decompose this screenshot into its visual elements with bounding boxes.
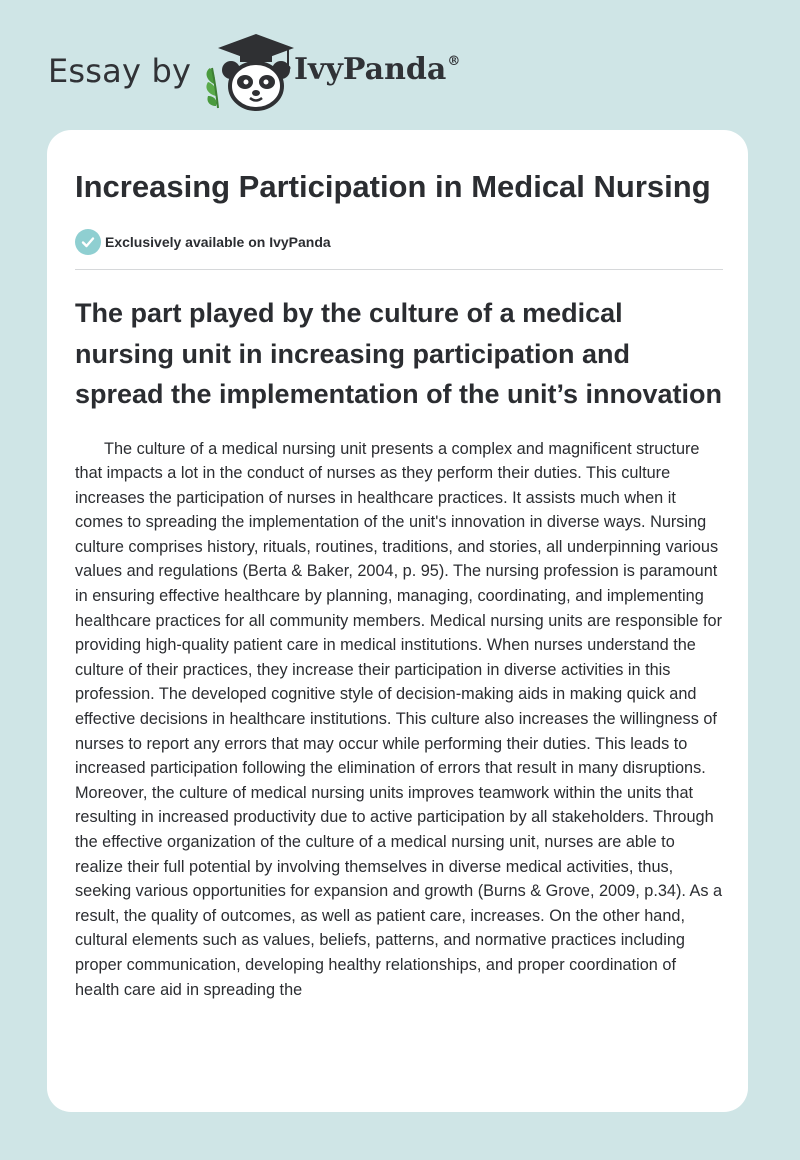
registered-mark: ® bbox=[447, 54, 461, 69]
exclusive-label: Exclusively available on IvyPanda bbox=[105, 234, 331, 250]
divider bbox=[75, 269, 723, 270]
essay-content bbox=[75, 130, 723, 1002]
section-heading: The part played by the culture of a medical nursing unit in increasing participation and spread the implementation of the unit’s innovation bbox=[75, 298, 723, 409]
checkmark-icon bbox=[75, 229, 101, 255]
exclusive-badge bbox=[75, 229, 723, 255]
panda-graduate-icon bbox=[202, 32, 294, 112]
brand-name: IvyPanda® bbox=[294, 52, 461, 87]
essay-card bbox=[47, 130, 748, 1112]
essay-title: Increasing Participation in Medical Nursing bbox=[75, 169, 711, 204]
brand-header[interactable] bbox=[48, 28, 468, 112]
brand-prefix: Essay by bbox=[48, 52, 192, 90]
body-paragraph: The culture of a medical nursing unit presents a complex and magnificent structure that impacts a lot in the conduct of nurses as they perform their duties. This culture increases the participation of nurses in healthcare practices. It assists much when it comes to spreading the implementation of the unit's innovation in diverse ways. Nursing culture comprises history, rituals, routines, traditions, and stories, all underpinning various values and regulations (Berta & Baker, 2004, p. 95). The nursing profession is paramount in ensuring effective healthcare by planning, managing, coordinating, and implementing healthcare practices for all community members. Medical nursing units are responsible for providing high-quality patient care in medical institutions. When nurses understand the culture of their practices, they increase their participation in diverse activities in this profession. The developed cognitive style of decision-making aids in making quick and effective decisions in healthcare institutions. This culture also increases the willingness of nurses to report any errors that may occur while performing their duties. This leads to increased participation following the elimination of errors that result in many disruptions. Moreover, the culture of medical nursing units improves teamwork within the units that resulting in increased productivity due to active participation by all stakeholders. Through the effective organization of the culture of a medical nursing unit, nurses are able to realize their full potential by involving themselves in diverse medical activities, thus, seeking various opportunities for expansion and growth (Burns & Grove, 2009, p.34). As a result, the quality of outcomes, as well as patient care, increases. On the other hand, cultural elements such as values, beliefs, patterns, and normative practices including proper communication, developing healthy relationships, and proper coordination of health care aid in spreading the bbox=[75, 439, 723, 999]
